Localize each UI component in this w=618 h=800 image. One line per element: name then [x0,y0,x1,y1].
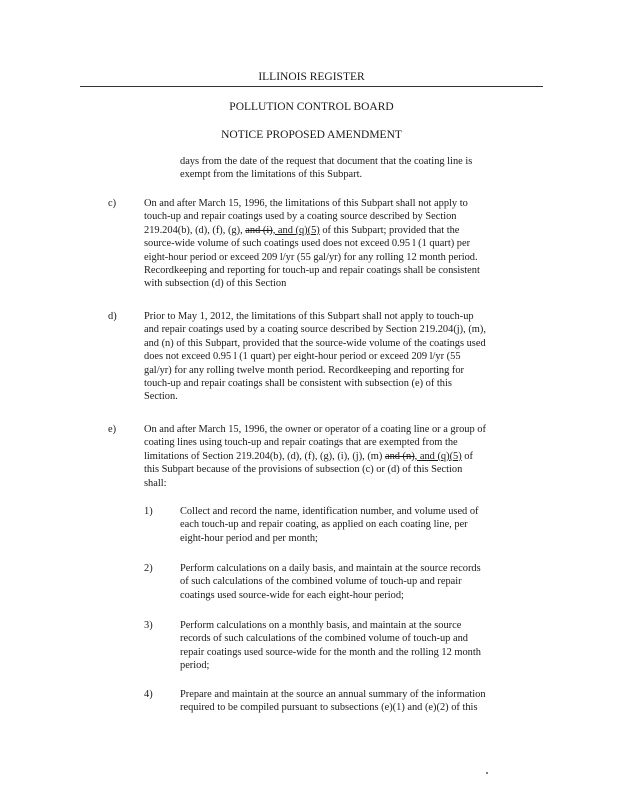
board-title: POLLUTION CONTROL BOARD [229,101,394,113]
text-line: days from the date of the request that document that the coating line is [180,156,473,167]
header-rule [80,86,543,87]
text-line: gal/yr) for any rolling twelve month period. Recordkeeping and reporting for [144,364,464,376]
register-title: ILLINOIS REGISTER [258,71,365,83]
text-line: Perform calculations on a daily basis, and maintain at the source records [180,563,481,574]
section-d-text [144,310,486,404]
scan-speck [486,772,488,774]
text-line: period; [180,660,210,672]
section-c-text [144,197,480,291]
text-line: each touch-up and repair coating, as applied on each coating line, per [180,519,468,531]
text-line: eight-hour period or exceed 209 l/yr (55 gal/yr) for any rolling 12 month period. [144,251,478,263]
text-line: with subsection (d) of this Section [144,278,287,290]
text-line: this Subpart because of the provisions of subsection (c) or (d) of this Section [144,464,463,476]
text-line [144,450,486,463]
text-line: On and after March 15, 1996, the owner or operator of a coating line or a group of [144,424,486,435]
text-line: touch-up and repair coatings used by a coating source described by Section [144,211,457,223]
text-line: exempt from the limitations of this Subpart. [180,169,363,181]
deleted-text: and (i) [245,224,273,236]
text-line: eight-hour period and per month; [180,532,318,544]
text-run: of [461,450,473,462]
text-line: Prepare and maintain at the source an annual summary of the information [180,689,486,700]
item-3-number: 3) [144,620,153,631]
continuation-text [180,155,472,182]
item-1-number: 1) [144,506,153,517]
text-line: coating lines using touch-up and repair coatings that are exempted from the [144,437,458,449]
text-line: Prior to May 1, 2012, the limitations of this Subpart shall not apply to touch-up [144,311,474,322]
text-line: repair coatings used source-wide for the month and the rolling 12 month [180,646,481,658]
text-line: touch-up and repair coatings shall be consistent with subsection (e) of this [144,378,452,390]
section-c-label: c) [108,198,117,209]
item-2-number: 2) [144,563,153,574]
text-line: source-wide volume of such coatings used does not exceed 0.95 l (1 quart) per [144,238,471,250]
text-line: and repair coatings used by a coating source described by Section 219.204(j), (m), [144,324,486,336]
text-line: Perform calculations on a monthly basis, and maintain at the source [180,620,462,631]
text-line: On and after March 15, 1996, the limitations of this Subpart shall not apply to [144,198,468,209]
notice-title: NOTICE PROPOSED AMENDMENT [221,129,402,141]
text-line: and (n) of this Subpart, provided that the source-wide volume of the coatings used [144,337,486,349]
item-4-text [180,688,486,715]
text-line: required to be compiled pursuant to subsections (e)(1) and (e)(2) of this [180,702,478,714]
text-line: does not exceed 0.95 l (1 quart) per eight-hour period or exceed 209 l/yr (55 [144,351,461,363]
text-line: shall: [144,477,167,489]
text-line: Section. [144,391,178,403]
section-e-text [144,423,486,490]
deleted-text: and (n) [384,450,415,462]
text-line [144,224,480,237]
text-line: Collect and record the name, identification number, and volume used of [180,506,479,517]
text-line: coatings used source-wide for each eight-hour period; [180,589,404,601]
text-run: limitations of Section 219.204(b), (d), (f), (g), (i), (j), (m) [144,450,385,462]
text-run: 219.204(b), (d), (f), (g), [144,224,246,236]
text-line: of such calculations of the combined volume of touch-up and repair [180,576,462,588]
text-line: records of such calculations of the combined volume of touch-up and [180,633,468,645]
item-3-text [180,619,481,673]
text-line: Recordkeeping and reporting for touch-up and repair coatings shall be consistent [144,265,480,277]
text-run: of this Subpart; provided that the [319,224,460,236]
section-e-label: e) [108,424,117,435]
inserted-text: , and (q)(5) [272,224,320,236]
section-d-label: d) [108,311,117,322]
item-4-number: 4) [144,689,153,700]
item-1-text [180,505,479,545]
inserted-text: , and (q)(5) [414,450,462,462]
item-2-text [180,562,481,602]
